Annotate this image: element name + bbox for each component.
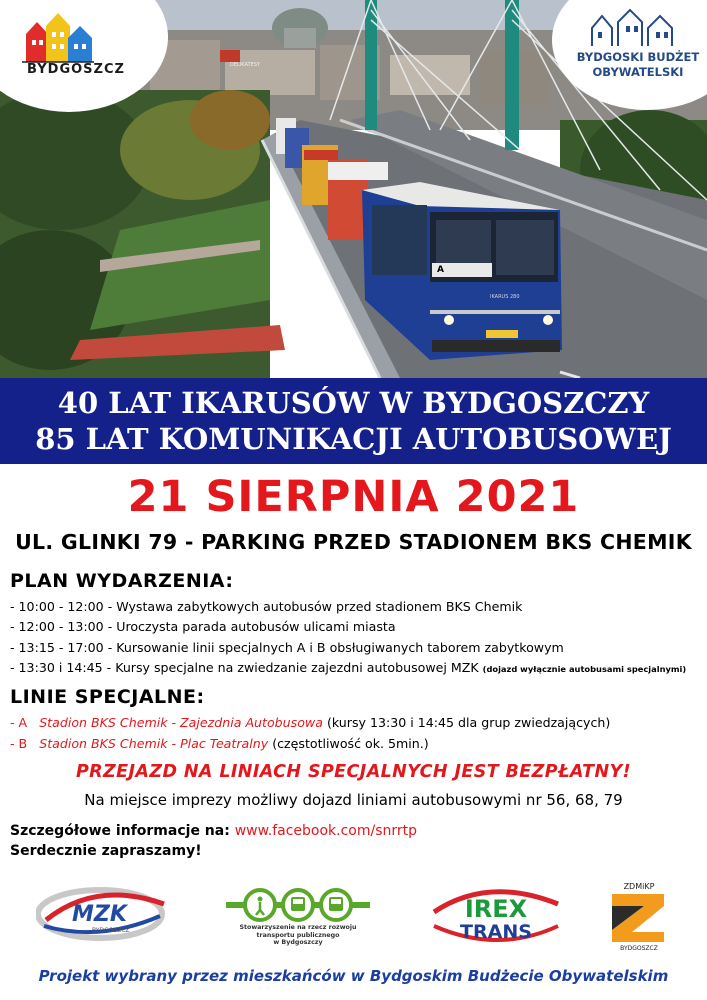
line-note: (kursy 13:30 i 14:45 dla grup zwiedzających) (326, 715, 611, 730)
line-route: Stadion BKS Chemik - Plac Teatralny (39, 736, 269, 751)
line-route: Stadion BKS Chemik - Zajezdnia Autobusowa (39, 715, 323, 730)
zdmikp-z-icon (604, 880, 674, 952)
free-ride-notice: PRZEJAZD NA LINIACH SPECJALNYCH JEST BEZPŁATNY! (75, 762, 632, 782)
association-text (228, 924, 368, 947)
plan-item-text: - 13:30 i 14:45 - Kursy specjalne na zwiedzanie zajezdni autobusowej MZK (10, 660, 479, 676)
line-item (10, 733, 705, 754)
plan-item: - 10:00 - 12:00 - Wystawa zabytkowych autobusów przed stadionem BKS Chemik (10, 599, 523, 614)
info-label: Szczegółowe informacje na: (10, 823, 230, 839)
city-logo-text: BYDGOSZCZ (27, 62, 125, 77)
event-photo (0, 0, 707, 378)
facebook-link[interactable]: www.facebook.com/snrrtp (234, 823, 418, 839)
line-letter: - A (10, 715, 28, 730)
irex-swoosh-icon (428, 882, 564, 948)
assoc-line-1: Stowarzyszenie na rzecz rozwoju (239, 924, 357, 931)
mzk-sub: BYDGOSZCZ (92, 927, 130, 934)
bus-brand-label: IKARUS 280 (490, 294, 520, 300)
event-date: 21 SIERPNIA 2021 (127, 472, 580, 522)
assoc-line-2: transportu publicznego (256, 931, 340, 939)
title-line-2: 85 LAT KOMUNIKACJI AUTOBUSOWEJ (35, 422, 672, 456)
event-address: UL. GLINKI 79 - PARKING PRZED STADIONEM BKS CHEMIK (15, 530, 692, 554)
bus-route-sign: A (437, 265, 444, 275)
mzk-swoosh-icon (36, 880, 170, 946)
info-line (10, 821, 417, 841)
line-item (10, 712, 705, 733)
lines-list (10, 712, 705, 754)
title-line-1: 40 LAT IKARUSÓW W BYDGOSZCZY (57, 386, 650, 420)
mzk-text: MZK (72, 902, 127, 927)
bus-access-info: Na miejsce imprezy możliwy dojazd liniami autobusowymi nr 56, 68, 79 (84, 791, 623, 809)
trans-text: TRANS (460, 921, 532, 943)
footer-text: Projekt wybrany przez mieszkańców w Bydgoskim Budżecie Obywatelskim (38, 967, 669, 985)
lines-heading: LINIE SPECJALNE: (10, 686, 205, 708)
store-sign: DELIKATESY (230, 62, 260, 68)
irex-trans-logo (428, 882, 564, 948)
line-letter: - B (10, 736, 28, 751)
budget-logo-text (568, 50, 707, 80)
title-band (0, 378, 707, 464)
irex-text: IREX (464, 895, 528, 923)
budget-logo-line1: BYDGOSKI BUDŻET (576, 50, 700, 64)
line-note: (częstotliwość ok. 5min.) (272, 736, 429, 751)
budget-houses-icon (590, 8, 690, 48)
zdmikp-logo (604, 880, 674, 952)
plan-heading: PLAN WYDARZENIA: (10, 570, 234, 592)
plan-item: - 13:15 - 17:00 - Kursowanie linii specjalnych A i B obsługiwanych taborem zabytkowym (10, 639, 564, 655)
plan-item: - 12:00 - 13:00 - Uroczysta parada autobusów ulicami miasta (10, 619, 396, 635)
invite-text: Serdecznie zapraszamy! (10, 843, 202, 859)
plan-list (10, 597, 705, 680)
assoc-line-3: w Bydgoszczy (273, 939, 323, 947)
association-icons (222, 888, 374, 924)
mzk-logo (36, 880, 170, 946)
plan-item (10, 658, 705, 679)
city-houses-icon (22, 12, 122, 64)
zdmikp-top-text: ZDMiKP (623, 882, 655, 891)
budget-logo-line2: OBYWATELSKI (592, 65, 684, 79)
contact-info (10, 821, 417, 861)
zdmikp-bottom-text: BYDGOSZCZ (620, 945, 658, 952)
plan-item-note: (dojazd wyłącznie autobusami specjalnymi) (482, 664, 687, 675)
